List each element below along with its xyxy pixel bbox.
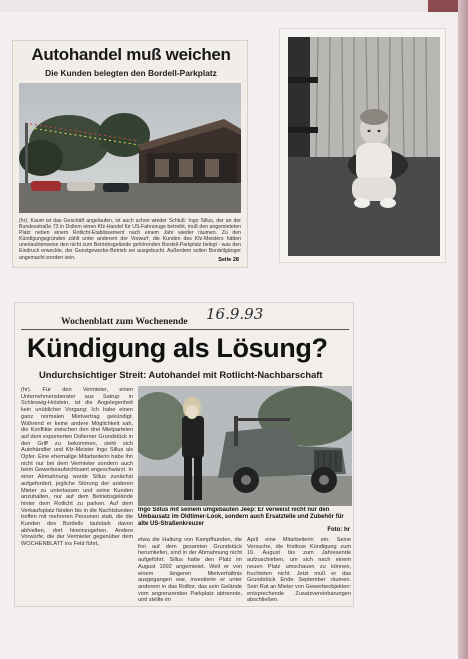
photo-credit: Foto: hr [327, 526, 350, 533]
caption-text: Ingo Sillus mit seinem umgebauten Jeep: Er verweist nicht nur den Umbausatz im Oldtimer-Look, sondern auch Ersatzteile und Zubehör für alte US-Straßenkreuzer [138, 507, 344, 528]
article-column-3: April eine Mitarbeiterin ein. Seine Versuche, die fristlose Kündigung zum 16. August bis zum Jahresende aufzuschieben, um sich nach einem neuen Platz umschauen zu können, fruchteten nicht. Jetzt muß er das Grundstück Ende September räumen. Sein Rat an Mieter von Gewerbeobjekten: entsprechende Zusatzvereinbarungen abschließen. [247, 537, 351, 604]
jeep-photo [138, 386, 352, 506]
lot-photo [19, 83, 241, 213]
newspaper-masthead: Wochenblatt zum Wochenende [61, 316, 188, 327]
clipping-subheadline: Die Kunden belegten den Bordell-Parkplatz [45, 68, 217, 78]
article-column-2: etwa die Haltung von Kampfhunden, die frei auf dem gesamten Grundstück herumliefen, sind in der Abmahnung nicht aufgeführt. Sillus hatte den Platz im August 1992 angemietet. Weil er von einem längeren Mietverhältnis ausgegangen war, investierte er unter anderem in das Rolltor, das sein Gelände vom angrenzenden Parkplatz abtrennte, und stellte im [138, 537, 242, 604]
article-headline: Kündigung als Lösung? [27, 333, 328, 363]
clipping-headline: Autohandel muß weichen [31, 45, 231, 64]
photo-mount [279, 28, 446, 263]
album-page-top-edge [0, 0, 468, 12]
page-reference: Seite 28 [218, 257, 239, 263]
article-column-1: (hr). Für den Vermieter, einen Unternehmensberater aus Satrup in Schleswig-Holstein, ist die Angelegenheit kein unüblicher Vorgang: Ich habe einen ganz normalen Mietvertrag gekündigt. Während er keine andere Möglichkeit sah, die Konflikte zwischen den drei Mietparteien auf dem exponierten Dollerner Grundstück in den Griff zu bekommen, sieht sich Autohändler und Kfz-Meister Ingo Sillus als Opfer. Eine ehemalige Mitarbeiterin habe ihn nicht nur bei dem Vermieter sondern auch beim Gewerbeaufsichtsamt angeschwärzt. In einer Abmahnung wurde Sillus zunächst aufgefordert, jegliche Störung der anderen Mieter zu unterlassen und seine Kunden anzuhalten, nur auf dem Betriebsgelände hinter dem Rotlicht zu parken. Auf dem Verkaufsplatz fänden bis in die Nachtstunden treffen mit mehreren Personen statt, die die Kunden des Bordells lautstark davon abhielten, dort hineinzugehen. Andere Vorwürfe, die der Vermieter gegenüber dem WOCHENBLATT ins Feld führt, [21, 387, 133, 548]
newspaper-clipping-kuendigung [14, 302, 354, 607]
newspaper-clipping-autohandel [12, 40, 248, 268]
handwritten-date: 16.9.93 [206, 305, 264, 323]
album-spine [458, 0, 468, 659]
photo-caption [138, 507, 352, 534]
clipping-body-text: (hr). Kaum ist das Geschäft angelaufen, ist auch schon wieder Schluß: Ingo Sillus, der an der Bundesstraße 73 in Dollern einen Kfz-Handel für US-Fahrzeuge betreibt, muß den angemieteten Platz neben einem Rotlicht-Etablissement nach einem Jahr wieder räumen. Zu den Kündigungsgründen zählt unter anderem der Vorwurf, die Kunden des Kfz-Meisters hätten unerlaubterweise den nicht zum Betriebsgelände gehörenden Bordell-Parkplatz belegt - was den Eindruck erweckte, der Gunstgewerbe-Betrieb sei ausgebucht. Außerdem sollen Bordellgänger angemacht worden sein. [19, 218, 241, 261]
article-deck: Undurchsichtiger Streit: Autohandel mit Rotlicht-Nachbarschaft [39, 369, 323, 380]
masthead-rule [21, 329, 349, 330]
child-photo [288, 37, 440, 256]
